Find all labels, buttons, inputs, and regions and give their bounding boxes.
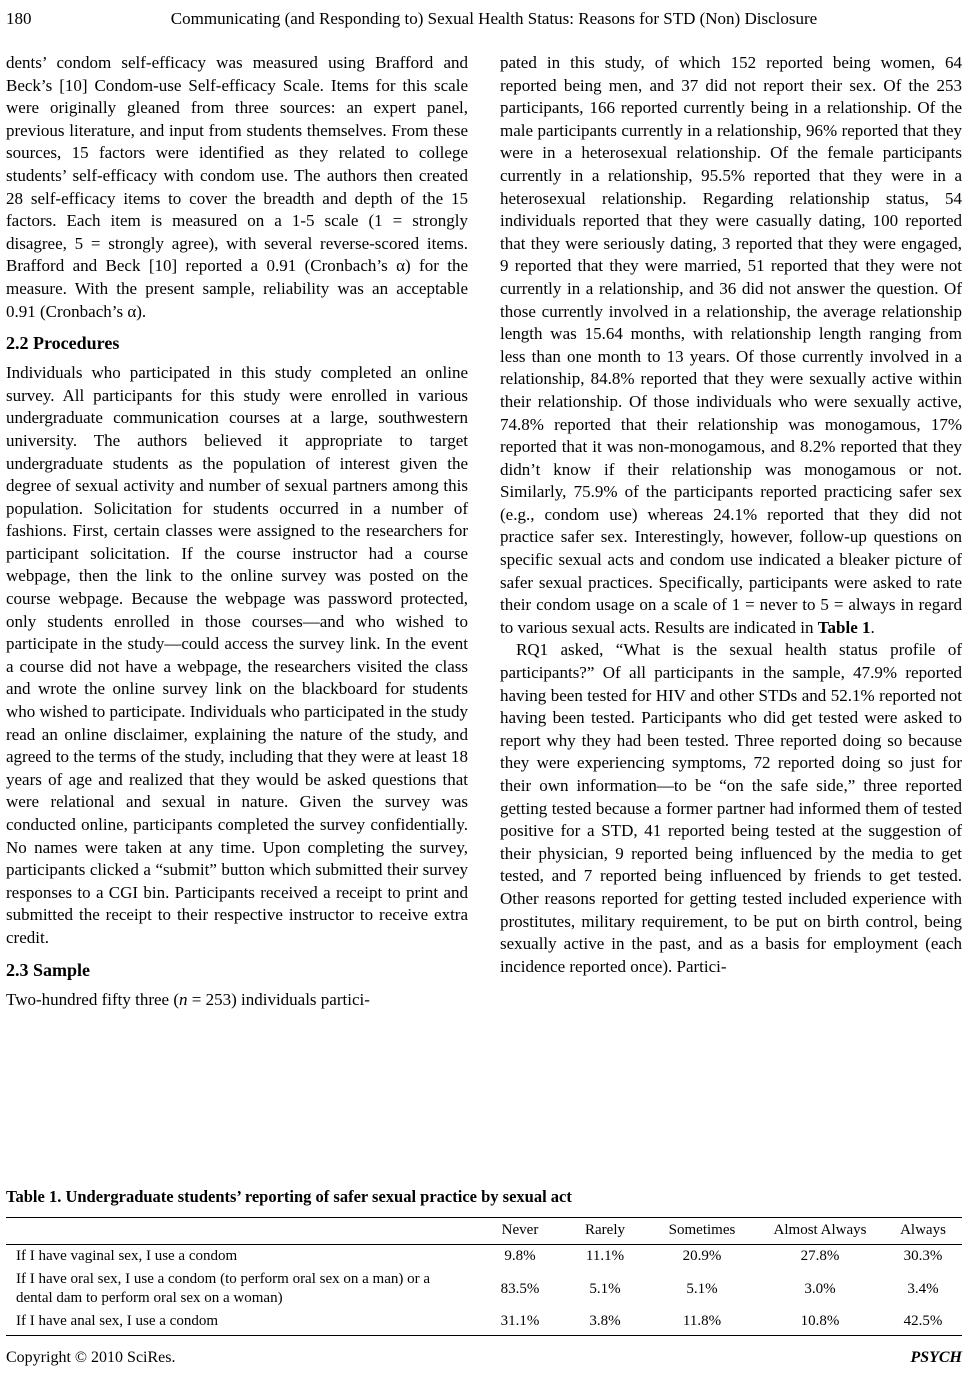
sample-continued-text: pated in this study, of which 152 reported being women, 64 reported being men, and 37 did not report their sex. Of the 253 participants, 166 reported currently being in a relationship. Of the male participants currently in a relationship, 96% reported that they were in a heterosexual relationship. Of the female participants currently in a relationship, 95.5% reported that they were in a heterosexual relationship. Regarding relationship status, 54 individuals reported that they were casually dating, 100 reported that they were seriously dating, 3 reported that they were engaged, 9 reported that they were married, 51 reported that they were not currently in a relationship, and 36 did not answer the question. Of those currently involved in a relationship, the average relationship length was 15.64 months, with relationship length ranging from less than one month to 13 years. Of those currently involved in a relationship, 84.8% reported that they were sexually active within their relationship. Of those individuals who were sexually active, 74.8% reported that their relationship was monogamous, 17% reported that it was non-monogamous, and 8.2% reported that they didn’t know if their relationship was monogamous or not. Similarly, 75.9% of the participants reported practicing safer sex (e.g., condom use) whereas 24.1% reported that they did not practice safer sex. Interestingly, however, follow-up questions on specific sexual acts and condom use indicated a bleaker picture of safer sexual practices. Specifically, participants were asked to rate their condom usage on a scale of 1 = never to 5 = always in regard to various sexual acts. Results are indicated in bbox=[500, 53, 962, 637]
sample-n-symbol: n bbox=[179, 989, 188, 1009]
cell-almost-always: 27.8% bbox=[800, 1248, 840, 1264]
running-head bbox=[6, 6, 962, 32]
paragraph-rq1: RQ1 asked, “What is the sexual health status profile of participants?” Of all participants in the sample, 47.9% reported having been tested for HIV and other STDs and 52.1% reported not having been tested. Participants who did get tested were asked to report why they had been tested. Three reported doing so because they were experiencing symptoms, 72 reported doing so just for their own information—to be “on the safe side,” three reported getting tested because a former partner had informed them of tested positive for a STD, 41 reported being tested at the suggestion of their physician, 9 reported being influenced by the media to get tested, and 7 reported being influenced by friends to get tested. Other reasons reported for getting tested included experience with prostitutes, military requirement, to be put on birth control, being sexually active in the past, and as a basis for employment (each incidence reported once). Partici- bbox=[500, 640, 962, 976]
body-columns bbox=[6, 52, 962, 1160]
heading-sample: 2.3 Sample bbox=[6, 959, 91, 980]
row-label: If I have oral sex, I use a condom (to perform oral sex on a man) or a dental dam to perform oral sex on a woman) bbox=[16, 1271, 431, 1306]
sample-text-part1: Two-hundred fifty three ( bbox=[6, 989, 179, 1009]
table-row bbox=[6, 1245, 962, 1269]
cell-always: 3.4% bbox=[907, 1280, 939, 1297]
cell-rarely: 3.8% bbox=[562, 1310, 648, 1336]
column-header-never: Never bbox=[478, 1218, 562, 1245]
column-header-always: Always bbox=[884, 1218, 962, 1245]
column-header-rarely: Rarely bbox=[562, 1218, 648, 1245]
paragraph-sample-continued bbox=[500, 52, 962, 639]
paragraph-measures-continued: dents’ condom self-efficacy was measured using Brafford and Beck’s [10] Condom-use Self-efficacy Scale. Items for this scale were originally gleaned from three sources: an expert panel, previous literature, and input from students themselves. From these sources, 15 factors were identified as they related to college students’ self-efficacy with condom use. The authors then created 28 self-efficacy items to cover the breadth and depth of the 15 factors. Each item is measured on a 1-5 scale (1 = strongly disagree, 5 = strongly agree), with several reverse-scored items. Brafford and Beck [10] reported a 0.91 (Cronbach’s α) for the measure. With the present sample, reliability was an acceptable 0.91 (Cronbach’s α). bbox=[6, 53, 468, 321]
cell-rarely: 5.1% bbox=[589, 1280, 621, 1297]
column-header-item bbox=[6, 1218, 478, 1245]
cell-never: 9.8% bbox=[504, 1248, 536, 1264]
table-row bbox=[6, 1268, 962, 1310]
row-label: If I have vaginal sex, I use a condom bbox=[16, 1248, 238, 1264]
table-header bbox=[6, 1218, 962, 1245]
journal-abbreviation: PSYCH bbox=[910, 1349, 962, 1366]
left-column bbox=[6, 52, 468, 1011]
copyright-text: Copyright © 2010 SciRes. bbox=[6, 1349, 176, 1366]
running-head-title: Communicating (and Responding to) Sexual Health Status: Reasons for STD (Non) Disclosure bbox=[170, 9, 818, 28]
sample-text-part2: = 253) individuals partici- bbox=[187, 989, 370, 1009]
cell-rarely: 11.1% bbox=[585, 1248, 625, 1264]
column-header-sometimes: Sometimes bbox=[648, 1218, 756, 1245]
sample-continued-tail: . bbox=[870, 617, 875, 637]
paragraph-sample-start bbox=[6, 989, 468, 1012]
cell-always: 42.5% bbox=[884, 1310, 962, 1336]
cell-almost-always: 3.0% bbox=[804, 1280, 836, 1297]
cell-sometimes: 20.9% bbox=[682, 1248, 722, 1264]
table-caption: Table 1. Undergraduate students’ reporting of safer sexual practice by sexual act bbox=[6, 1187, 572, 1206]
heading-procedures: 2.2 Procedures bbox=[6, 333, 120, 354]
cell-never: 31.1% bbox=[478, 1310, 562, 1336]
cell-always: 30.3% bbox=[903, 1248, 943, 1264]
page-number: 180 bbox=[6, 9, 32, 28]
table-header-row bbox=[6, 1218, 962, 1245]
table-1-block bbox=[6, 1186, 962, 1336]
cell-almost-always: 10.8% bbox=[756, 1310, 884, 1336]
cell-sometimes: 5.1% bbox=[686, 1280, 718, 1297]
table-row bbox=[6, 1310, 962, 1336]
table-body bbox=[6, 1245, 962, 1336]
paragraph-procedures: Individuals who participated in this study completed an online survey. All participants for this study were enrolled in various undergraduate communication courses at a large, southwestern university. The authors believed it appropriate to target undergraduate students as the population of interest given the degree of sexual activity and number of sexual partners among this population. Solicitation for students occurred in a number of fashions. First, certain classes were assigned to the researchers for participant solicitation. If the course instructor had a course webpage, then the link to the online survey was posted on the course webpage. Because the webpage was password protected, only students enrolled in those courses—and who wished to participate in the study—could access the survey link. In the event a course did not have a webpage, the researchers visited the class and wrote the online survey link on the blackboard for students who wished to participate. Individuals who participated in the study read an online disclaimer, explaining the nature of the study, and agreed to the terms of the study, including that they were at least 18 years of age and realized that they would be asked questions that were relational and sexual in nature. Given the survey was conducted online, participants completed the survey confidentially. No names were taken at any time. Upon completing the survey, participants clicked a “submit” button which submitted their survey responses to a CGI bin. Participants received a receipt to print and submitted the receipt to their respective instructor to receive extra credit. bbox=[6, 363, 468, 947]
row-label: If I have anal sex, I use a condom bbox=[6, 1310, 478, 1336]
right-column bbox=[500, 52, 962, 978]
cell-never: 83.5% bbox=[500, 1280, 540, 1297]
table-1 bbox=[6, 1217, 962, 1336]
cell-sometimes: 11.8% bbox=[648, 1310, 756, 1336]
column-header-almost-always: Almost Always bbox=[756, 1218, 884, 1245]
table-reference: Table 1 bbox=[817, 617, 871, 637]
